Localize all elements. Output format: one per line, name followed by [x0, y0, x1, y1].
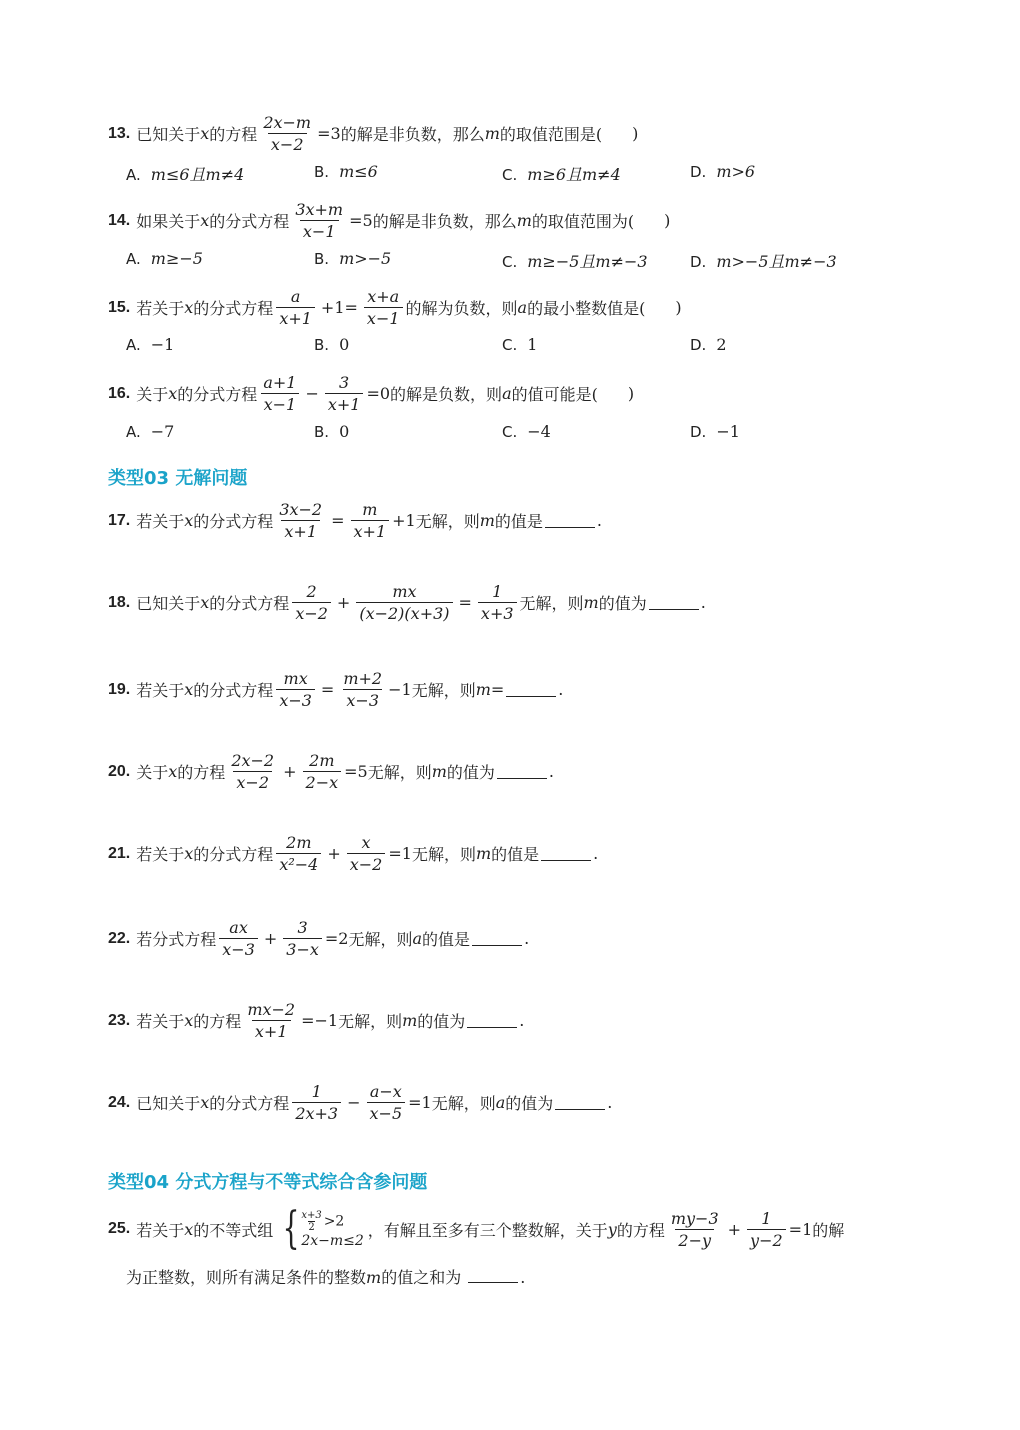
fraction: $\frac{2m}{2-x}$ [303, 751, 342, 792]
fraction: $\frac{x+a}{x-1}$ [364, 287, 403, 328]
fraction: $\frac{a-x}{x-5}$ [367, 1082, 406, 1123]
inequality-system: { $\frac{x+3}{2}$ >2 2x−m≤2 [282, 1203, 364, 1254]
fraction: $\frac{mx-2}{x+1}$ [247, 1000, 296, 1041]
question-16: 16. 关于 x 的分式方程 $\frac{a+1}{x-1}$ − $\frac{3}{x+1}$ =0 的解是负数，则 a 的值可能是( ) [108, 373, 635, 414]
answer-blank[interactable] [506, 682, 556, 697]
question-23: 23. 若关于 x 的方程 $\frac{mx-2}{x+1}$ =−1 无解，则 m 的值为 . [108, 1000, 525, 1041]
option-b[interactable]: B. 0 [314, 335, 350, 354]
options-15 [126, 335, 926, 357]
fraction: $\frac{my-3}{2-y}$ [670, 1208, 719, 1250]
fraction: $\frac{3x+m}{x-1}$ [295, 200, 344, 241]
option-d[interactable]: D. 2 [690, 335, 727, 354]
option-d[interactable]: D. m>−5且m≠−3 [690, 252, 837, 271]
fraction: $\frac{2}{x-2}$ [292, 582, 331, 623]
fraction: $\frac{1}{2x+3}$ [292, 1082, 341, 1123]
answer-blank[interactable] [468, 1268, 518, 1283]
answer-blank[interactable] [467, 1013, 517, 1028]
question-18: 18. 已知关于 x 的分式方程 $\frac{2}{x-2}$ + $\frac{mx}{(x-2)(x+3)}$ = $\frac{1}{x+3}$ 无解，则 m 的值为 . [108, 582, 706, 623]
question-22: 22. 若分式方程 $\frac{ax}{x-3}$ + $\frac{3}{3-x}$ =2 无解，则 a 的值是 . [108, 918, 530, 959]
option-a[interactable]: A. m≤6且m≠4 [126, 165, 245, 184]
fraction: $\frac{3x-2}{x+1}$ [279, 500, 323, 541]
option-b[interactable]: B. m>−5 [314, 249, 392, 268]
fraction: $\frac{a}{x+1}$ [276, 287, 315, 328]
option-a[interactable]: A. −1 [126, 335, 175, 354]
question-20: 20. 关于 x 的方程 $\frac{2x-2}{x-2}$ + $\frac{2m}{2-x}$ =5 无解，则 m 的值为 . [108, 751, 555, 792]
fraction: $\frac{mx}{(x-2)(x+3)}$ [356, 582, 452, 623]
fraction: $\frac{2x-2}{x-2}$ [231, 751, 275, 792]
fraction: $\frac{3}{3-x}$ [283, 918, 322, 959]
fraction: $\frac{3}{x+1}$ [325, 373, 364, 414]
fraction: $\frac{ax}{x-3}$ [219, 918, 258, 959]
option-c[interactable]: C. m≥6且m≠4 [502, 165, 621, 184]
answer-blank[interactable] [472, 931, 522, 946]
option-c[interactable]: C. −4 [502, 422, 551, 441]
brace-icon: { [282, 1203, 300, 1254]
option-d[interactable]: D. m>6 [690, 162, 756, 181]
option-c[interactable]: C. 1 [502, 335, 538, 354]
fraction: $\frac{x}{x-2}$ [347, 833, 386, 874]
option-d[interactable]: D. −1 [690, 422, 740, 441]
options-16 [126, 422, 926, 444]
question-25: 25. 若关于 x 的不等式组 { $\frac{x+3}{2}$ >2 2x−m≤2 ，有解且至多有三个整数解，关于 y 的方程 $\frac{my-3}{2-y}$ + $\frac{1}{y-2}$ =1 的解 [108, 1203, 845, 1254]
section-heading-04: 类型04 分式方程与不等式综合含参问题 [108, 1172, 428, 1193]
answer-blank[interactable] [497, 764, 547, 779]
question-13: 13. 已知关于 x 的方程 $\frac{2x-m}{x-2}$ =3 的解是非负数，那么 m 的取值范围是( ) [108, 113, 639, 154]
option-c[interactable]: C. m≥−5且m≠−3 [502, 252, 648, 271]
options-13 [126, 162, 926, 184]
fraction: $\frac{mx}{x-3}$ [276, 669, 315, 710]
option-b[interactable]: B. m≤6 [314, 162, 378, 181]
fraction: $\frac{2m}{\text{x²−4}}$ [276, 833, 321, 874]
question-24: 24. 已知关于 x 的分式方程 $\frac{1}{2x+3}$ − $\frac{a-x}{x-5}$ =1 无解，则 a 的值为 . [108, 1082, 613, 1123]
question-21: 21. 若关于 x 的分式方程 $\frac{2m}{\text{x²−4}}$ + $\frac{x}{x-2}$ =1 无解，则 m 的值是 . [108, 833, 599, 874]
fraction: $\frac{a+1}{x-1}$ [260, 373, 299, 414]
option-b[interactable]: B. 0 [314, 422, 350, 441]
question-17: 17. 若关于 x 的分式方程 $\frac{3x-2}{x+1}$ = $\frac{m}{x+1}$ +1 无解，则 m 的值是 . [108, 500, 603, 541]
fraction: $\frac{1}{y-2}$ [747, 1209, 786, 1250]
option-a[interactable]: A. −7 [126, 422, 175, 441]
fraction: $\frac{m}{x+1}$ [351, 500, 390, 541]
answer-blank[interactable] [541, 846, 591, 861]
options-14 [126, 249, 926, 271]
question-15: 15. 若关于 x 的分式方程 $\frac{a}{x+1}$ +1= $\frac{x+a}{x-1}$ 的解为负数，则 a 的最小整数值是( ) [108, 287, 682, 328]
fraction: $\frac{1}{x+3}$ [478, 582, 517, 623]
option-a[interactable]: A. m≥−5 [126, 249, 203, 268]
question-number: 13. [108, 124, 131, 142]
fraction: $\frac{m+2}{x-3}$ [343, 669, 383, 710]
answer-blank[interactable] [555, 1095, 605, 1110]
question-25-line2: 为正整数，则所有满足条件的整数m的值之和为 . [126, 1268, 526, 1287]
answer-blank[interactable] [545, 513, 595, 528]
section-heading-03: 类型03 无解问题 [108, 468, 248, 489]
answer-blank[interactable] [649, 595, 699, 610]
question-14: 14. 如果关于 x 的分式方程 $\frac{3x+m}{x-1}$ =5 的解是非负数，那么 m 的取值范围为( ) [108, 200, 671, 241]
question-19: 19. 若关于 x 的分式方程 $\frac{mx}{x-3}$ = $\frac{m+2}{x-3}$ −1 无解，则 m = . [108, 669, 564, 710]
fraction: $\frac{2x-m}{x-2}$ [263, 113, 312, 154]
